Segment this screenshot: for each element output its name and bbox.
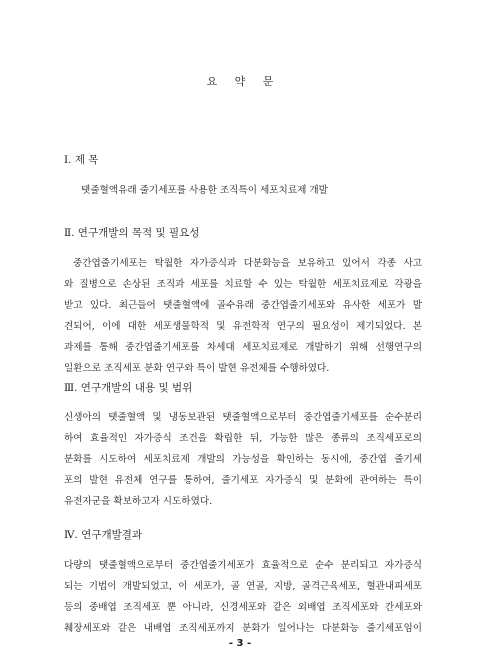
section-3-heading: Ⅲ. 연구개발의 내용 및 범위: [64, 382, 193, 394]
body-line: 분화를 시도하여 세포치료제 개발의 가능성을 확인하는 동시에, 중간엽 줄기세: [64, 454, 422, 465]
body-line: 췌장세포와 같은 내배엽 조직세포까지 분화가 일어나는 다분화능 줄기세포임이: [64, 623, 422, 634]
body-line: 유전자군을 확보하고자 시도하였다.: [64, 496, 213, 507]
body-line: 다량의 탯줄혈액으로부터 중간엽줄기세포가 효율적으로 순수 분리되고 자가증식: [64, 560, 422, 571]
page-number: - 3 -: [228, 638, 252, 649]
body-line: 과제를 통해 중간엽줄기세포를 차세대 세포치료제로 개발하기 위해 선행연구의: [64, 342, 422, 353]
section-1-heading: Ⅰ. 제 목: [64, 154, 99, 166]
body-line: 되는 기법이 개발되었고, 이 세포가, 골 연골, 지방, 골격근육세포, 혈관내피세포: [64, 581, 422, 592]
body-line: 받고 있다. 최근들어 탯줄혈액에 골수유래 중간엽줄기세포와 유사한 세포가 발: [64, 300, 422, 311]
body-line: 중간엽줄기세포는 탁월한 자가증식과 다분화능을 보유하고 있어서 각종 사고: [73, 258, 422, 269]
body-line: 견되어, 이에 대한 세포생물학적 및 유전학적 연구의 필요성이 제기되었다. 본: [64, 321, 422, 332]
summary-title: 요 약 문: [206, 75, 274, 88]
body-line: 등의 중배엽 조직세포 뿐 아니라, 신경세포와 같은 외배엽 조직세포와 간세포와: [64, 602, 422, 613]
body-line: 와 질병으로 손상된 조직과 세포를 치료할 수 있는 탁월한 세포치료제로 각광을: [64, 279, 422, 290]
body-line: 신생아의 탯줄혈액 및 냉동보관된 탯줄혈액으로부터 중간엽줄기세포를 순수분리: [64, 412, 422, 423]
body-line: 포의 발현 유전체 연구를 통하여, 줄기세포 자가증식 및 분화에 관여하는 특이: [64, 475, 422, 486]
section-2-heading: Ⅱ. 연구개발의 목적 및 필요성: [64, 227, 200, 239]
section-4-heading: Ⅳ. 연구개발결과: [64, 529, 143, 541]
project-title-text: 탯줄혈액유래 줄기세포를 사용한 조직특이 세포치료제 개발: [81, 185, 328, 196]
body-line: 일환으로 조직세포 분화 연구와 특이 발현 유전체를 수행하였다.: [64, 363, 330, 374]
body-line: 하여 효율적인 자가증식 조건을 확립한 뒤, 가능한 많은 종류의 조직세포로의: [64, 433, 422, 444]
